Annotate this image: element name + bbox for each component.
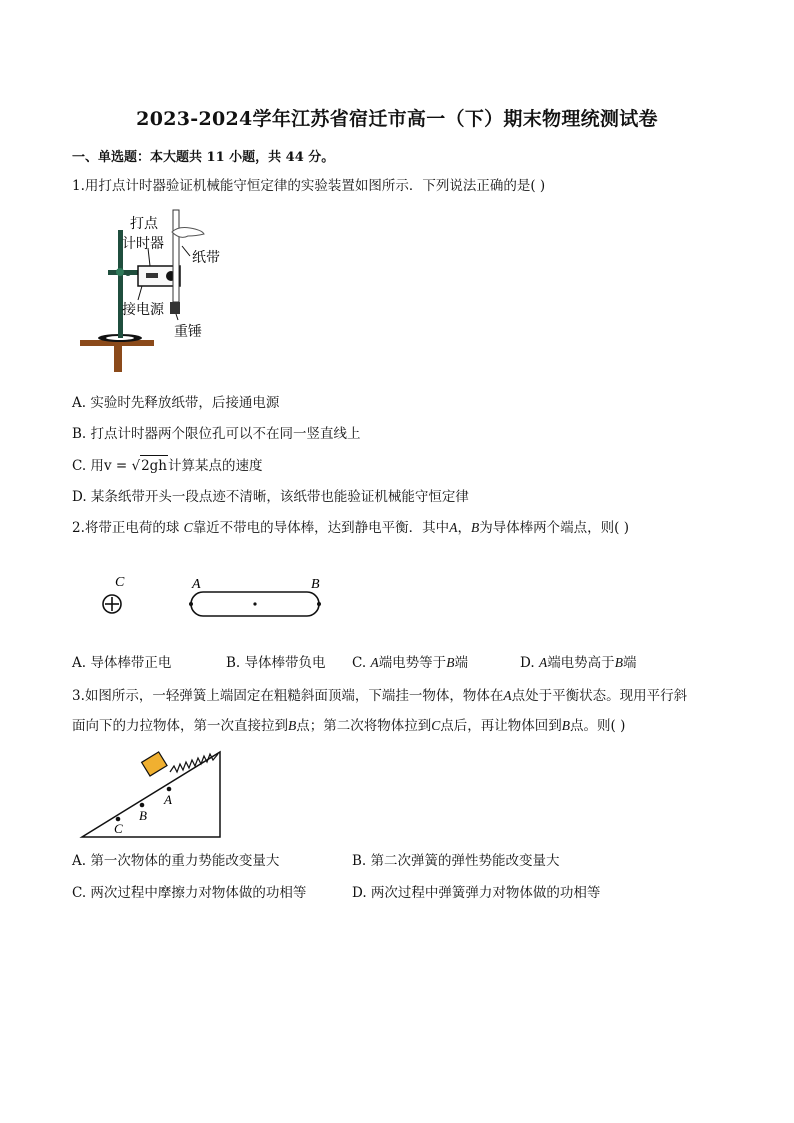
label-c: C [115,575,125,590]
q1-option-b: B. 打点计时器两个限位孔可以不在同一竖直线上 [72,426,361,442]
hand-icon [172,228,204,238]
block [142,752,167,776]
label-power: 接电源 [122,302,164,318]
q1-apparatus-figure [72,202,242,377]
q2-stem: 2.将带正电荷的球 C靠近不带电的导体棒，达到静电平衡．其中A，B为导体棒两个端点，则( ) [72,520,630,536]
label-timer-1: 打点 [130,216,158,232]
q3-option-a: A. 第一次物体的重力势能改变量大 [72,853,280,869]
stand-base-leg [114,346,122,372]
sqrt-formula: √2gh [131,455,168,476]
q1-stem: 1.用打点计时器验证机械能守恒定律的实验装置如图所示．下列说法正确的是( ) [72,178,546,194]
section-heading: 一、单选题：本大题共 11 小题，共 44 分。 [72,150,335,165]
q2-option-d: D. A端电势高于B端 [520,655,637,671]
label-weight: 重锤 [174,324,202,340]
label-a: A [164,792,172,807]
formula-v: v = [103,458,132,474]
q2-conductor-figure [95,570,335,620]
q3-stem-line1: 3.如图所示，一轻弹簧上端固定在粗糙斜面顶端，下端挂一物体，物体在A点处于平衡状态。现用平行斜 [72,688,688,704]
q2-option-a: A. 导体棒带正电 [72,655,172,671]
point-a [167,787,172,792]
spring [170,754,218,772]
label-c: C [114,821,123,836]
point-b [140,803,145,808]
q3-option-d: D. 两次过程中弹簧弹力对物体做的功相等 [352,885,601,901]
q3-stem-line2: 面向下的力拉物体，第一次直接拉到B点；第二次将物体拉到C点后，再让物体回到B点。则( ) [72,718,626,734]
q2-option-c: C. A端电势等于B端 [352,655,468,671]
label-timer-2: 计时器 [122,236,164,252]
clamp-arm [108,270,142,275]
q3-option-c: C. 两次过程中摩擦力对物体做的功相等 [72,885,307,901]
q1-option-d: D. 某条纸带开头一段点迹不清晰，该纸带也能验证机械能守恒定律 [72,489,469,505]
label-a: A [192,577,201,592]
q2-option-b: B. 导体棒带负电 [226,655,326,671]
q3-option-b: B. 第二次弹簧的弹性势能改变量大 [352,853,560,869]
heavy-weight [170,302,180,314]
page-title: 2023-2024学年江苏省宿迁市高一（下）期末物理统测试卷 [136,108,658,130]
q3-incline-figure [78,742,228,842]
q1-option-c: C. 用v = √2gh计算某点的速度 [72,455,263,476]
label-tape: 纸带 [192,250,220,266]
paper-tape [173,210,179,302]
label-b: B [139,808,147,823]
label-b: B [311,577,320,592]
q1-option-a: A. 实验时先释放纸带，后接通电源 [72,395,280,411]
